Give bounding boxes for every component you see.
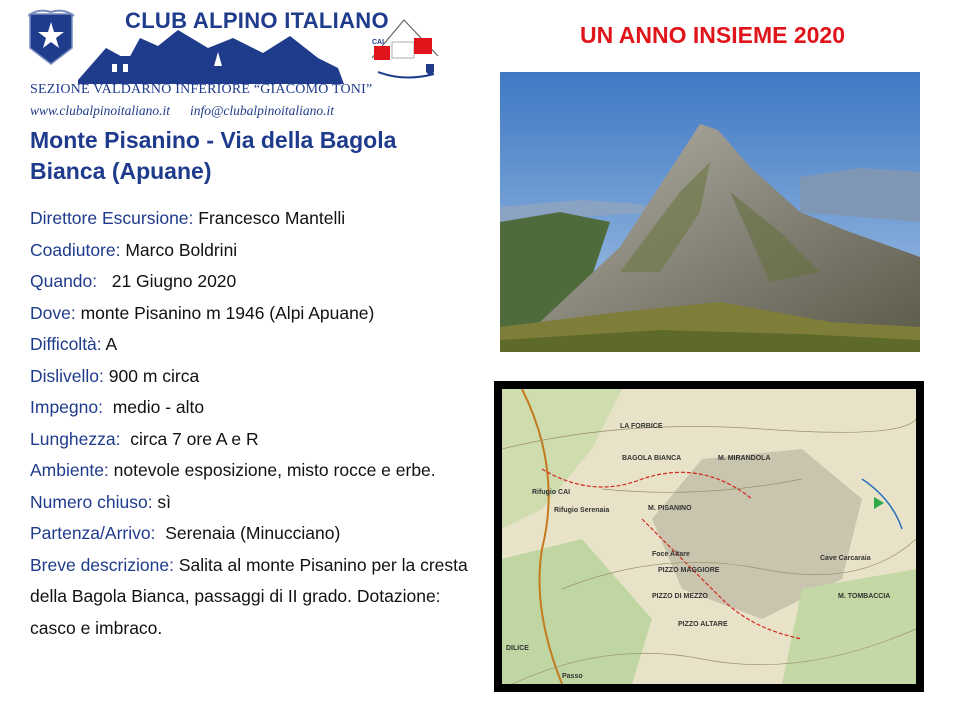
map-label: M. PISANINO <box>648 505 692 512</box>
detail-row-when <box>30 266 470 298</box>
page-title: Monte Pisanino - Via della Bagola Bianca (Apuane) <box>30 127 397 184</box>
detail-row-environment <box>30 455 470 487</box>
map-label: BAGOLA BIANCA <box>622 455 682 462</box>
detail-label: Numero chiuso: <box>30 491 153 512</box>
headline: UN ANNO INSIEME 2020 <box>580 22 845 48</box>
detail-label: Quando: <box>30 271 98 291</box>
detail-value: 21 Giugno 2020 <box>97 271 237 291</box>
map-label: M. TOMBACCIA <box>838 593 891 600</box>
detail-row-length <box>30 424 470 456</box>
detail-row-description <box>30 550 470 645</box>
detail-value: sì <box>152 491 172 512</box>
map-label: Rifugio CAI <box>532 489 571 496</box>
detail-label: Ambiente: <box>30 460 109 480</box>
detail-row-elevation <box>30 361 470 393</box>
detail-value: Serenaia (Minucciano) <box>155 523 341 543</box>
escursionismo-badge <box>368 16 440 86</box>
map-label: PIZZO ALTARE <box>678 621 728 628</box>
detail-label: Partenza/Arrivo: <box>30 523 156 543</box>
excursion-details <box>30 203 470 644</box>
detail-row-difficulty <box>30 329 470 361</box>
map-label: LA FORBICE <box>620 423 663 430</box>
detail-value: A <box>101 334 118 354</box>
mountain-photo <box>500 72 920 352</box>
map-label: Cave Carcaraia <box>820 555 871 562</box>
map-label: Foce Altare <box>652 551 690 558</box>
detail-row-effort <box>30 392 470 424</box>
map-label: M. MIRANDOLA <box>718 455 771 462</box>
detail-label: Impegno: <box>30 397 103 417</box>
detail-label: Direttore Escursione: <box>30 208 194 228</box>
detail-label: Coadiutore: <box>30 239 121 260</box>
svg-text:CAI: CAI <box>372 39 385 46</box>
detail-value: circa 7 ore A e R <box>120 428 259 449</box>
map-label: PIZZO MAGGIORE <box>658 567 720 574</box>
detail-row-where <box>30 298 470 330</box>
detail-label: Dove: <box>30 302 76 323</box>
detail-value: Salita al monte Pisanino per la cresta della Bagola Bianca, passaggi di II grado. Dotazione: casco e imbraco. <box>30 554 468 638</box>
detail-label: Dislivello: <box>30 365 104 386</box>
detail-label: Difficoltà: <box>30 334 102 354</box>
topographic-map <box>502 389 916 684</box>
email-link[interactable]: info@clubalpinoitaliano.it <box>190 103 335 118</box>
detail-row-limited <box>30 487 470 519</box>
map-label: Rifugio Serenaia <box>554 507 610 514</box>
detail-value: medio - alto <box>102 397 205 417</box>
detail-row-assistant <box>30 235 470 267</box>
detail-label: Lunghezza: <box>30 428 121 449</box>
club-name: CLUB ALPINO ITALIANO <box>125 8 389 33</box>
map-label: DILICE <box>506 645 529 652</box>
section-name: SEZIONE VALDARNO INFERIORE “GIACOMO TONI” <box>30 82 373 97</box>
map-label: PIZZO DI MEZZO <box>652 593 708 600</box>
map-label: Passo <box>562 673 583 680</box>
detail-value: Marco Boldrini <box>120 239 238 260</box>
detail-value: monte Pisanino m 1946 (Alpi Apuane) <box>75 302 375 323</box>
website-link[interactable]: www.clubalpinoitaliano.it <box>30 103 171 118</box>
detail-label: Breve descrizione: <box>30 554 174 575</box>
detail-value: Francesco Mantelli <box>193 208 346 228</box>
detail-value: notevole esposizione, misto rocce e erbe. <box>108 460 436 480</box>
detail-row-director <box>30 203 470 235</box>
detail-row-start <box>30 518 470 550</box>
detail-value: 900 m circa <box>103 365 200 386</box>
